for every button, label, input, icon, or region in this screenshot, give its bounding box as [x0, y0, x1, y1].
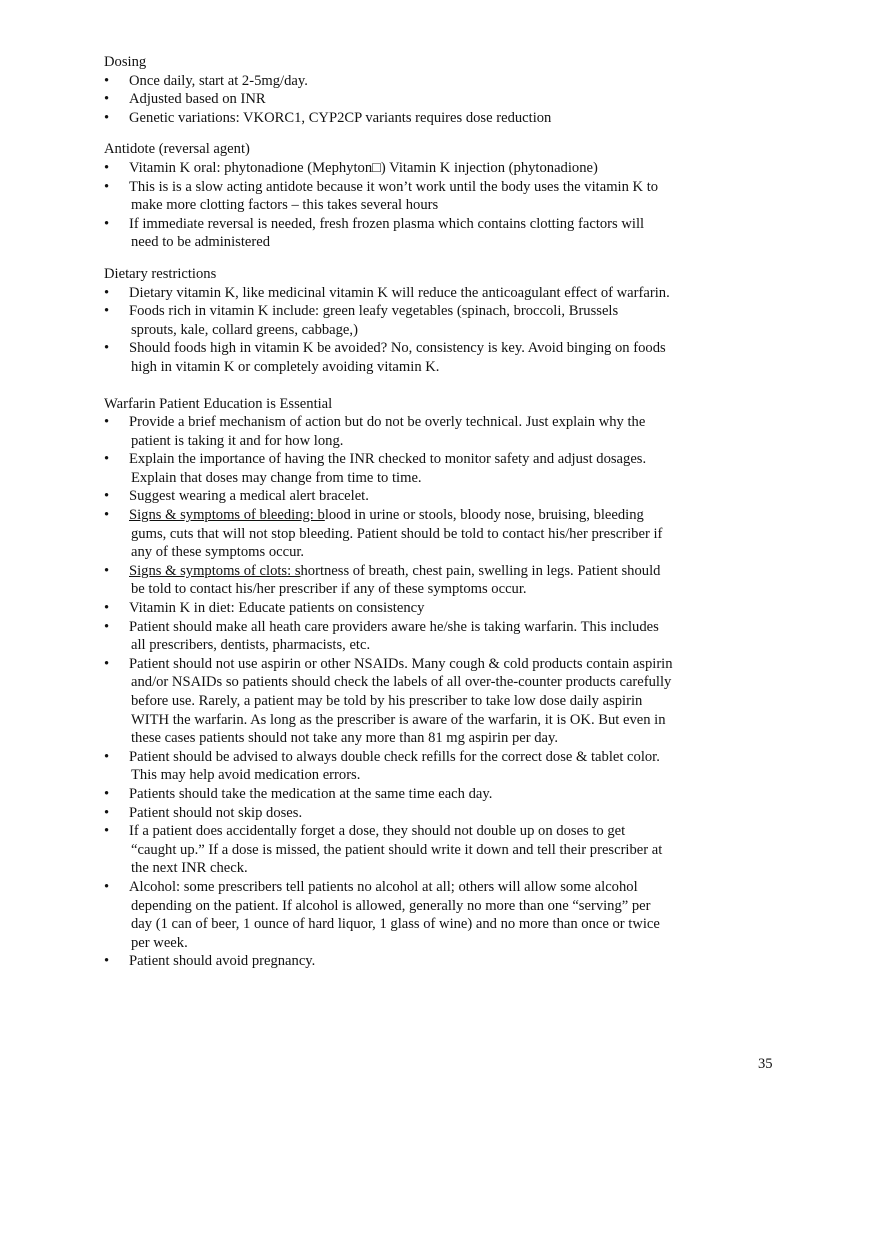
list-item	[104, 822, 744, 878]
list-item-text: Patient should be advised to always double check refills for the correct dose & tablet color.	[129, 748, 660, 765]
section-heading: Dietary restrictions	[104, 265, 217, 282]
list-item	[104, 90, 744, 109]
list-item	[104, 109, 744, 128]
list-item-text: Adjusted based on INR	[129, 91, 266, 108]
list-item-text: Patient should avoid pregnancy.	[129, 953, 316, 970]
section-education	[104, 395, 744, 971]
list-item-text: Should foods high in vitamin K be avoided? No, consistency is key. Avoid binging on foods	[129, 340, 666, 357]
list-item-text: Explain the importance of having the INR checked to monitor safety and adjust dosages.	[129, 451, 647, 468]
list-item-continuation: sprouts, kale, collard greens, cabbage,)	[131, 321, 358, 338]
list-item	[104, 450, 744, 487]
list-item-continuation: any of these symptoms occur.	[131, 544, 305, 561]
list-item	[104, 952, 744, 971]
list-item-text: Provide a brief mechanism of action but do not be overly technical. Just explain why the	[129, 414, 646, 431]
list-item-text: Alcohol: some prescribers tell patients no alcohol at all; others will allow some alcohol	[129, 878, 638, 895]
list-item-text: Dietary vitamin K, like medicinal vitamin K will reduce the anticoagulant effect of warfarin.	[129, 284, 670, 301]
page-number: 35	[758, 1056, 773, 1072]
list-item	[104, 413, 744, 450]
list-item	[104, 159, 744, 178]
list-item	[104, 785, 744, 804]
list-item-continuation: gums, cuts that will not stop bleeding. Patient should be told to contact his/her prescriber if	[131, 525, 663, 542]
list-item-text: Vitamin K oral: phytonadione (Mephyton□) Vitamin K injection (phytonadione)	[129, 159, 598, 176]
list-item	[104, 178, 744, 215]
list-item-text: This is is a slow acting antidote because it won’t work until the body uses the vitamin K to	[129, 178, 659, 195]
list-item-text: Patient should not use aspirin or other NSAIDs. Many cough & cold products contain aspirin	[129, 655, 673, 672]
bullet-list	[104, 284, 744, 377]
list-item-continuation: This may help avoid medication errors.	[131, 767, 361, 784]
underlined-label: Signs & symptoms of bleeding: b	[129, 507, 325, 524]
list-item-text: Vitamin K in diet: Educate patients on consistency	[129, 600, 425, 617]
list-item-text: If immediate reversal is needed, fresh frozen plasma which contains clotting factors will	[129, 215, 645, 232]
list-item-continuation: “caught up.” If a dose is missed, the patient should write it down and tell their prescriber at	[131, 841, 663, 858]
list-item-text: Patient should not skip doses.	[129, 804, 303, 821]
list-item-continuation: the next INR check.	[131, 860, 248, 877]
list-item-continuation: depending on the patient. If alcohol is allowed, generally no more than one “serving” per	[131, 897, 651, 914]
list-item-continuation: make more clotting factors – this takes several hours	[131, 197, 439, 214]
list-item-text: Foods rich in vitamin K include: green leafy vegetables (spinach, broccoli, Brussels	[129, 303, 619, 320]
list-item-text: Suggest wearing a medical alert bracelet.	[129, 488, 369, 505]
list-item-continuation: and/or NSAIDs so patients should check the labels of all over-the-counter products carefully	[131, 674, 672, 691]
list-item	[104, 878, 744, 952]
bullet-list	[104, 159, 744, 252]
list-item	[104, 655, 744, 748]
list-item-text: lood in urine or stools, bloody nose, bruising, bleeding	[324, 507, 644, 524]
list-item-continuation: patient is taking it and for how long.	[131, 432, 344, 449]
list-item	[104, 284, 744, 303]
list-item	[104, 302, 744, 339]
list-item-continuation: per week.	[131, 934, 188, 951]
list-item	[104, 618, 744, 655]
list-item-continuation: before use. Rarely, a patient may be told by his prescriber to take low dose daily aspirin	[131, 693, 643, 709]
list-item-continuation: high in vitamin K or completely avoiding vitamin K.	[131, 358, 440, 375]
list-item	[104, 506, 744, 562]
list-item-text: hortness of breath, chest pain, swelling in legs. Patient should	[300, 562, 661, 579]
list-item	[104, 72, 744, 91]
list-item-text: If a patient does accidentally forget a dose, they should not double up on doses to get	[129, 823, 626, 840]
list-item	[104, 562, 744, 599]
list-item-text: Patient should make all heath care providers aware he/she is taking warfarin. This includes	[129, 618, 659, 635]
page-content	[104, 53, 744, 984]
list-item-continuation: these cases patients should not take any more than 81 mg aspirin per day.	[131, 730, 559, 747]
list-item	[104, 215, 744, 252]
list-item-text: Once daily, start at 2-5mg/day.	[129, 72, 308, 89]
list-item-text: Genetic variations: VKORC1, CYP2CP variants requires dose reduction	[129, 109, 552, 126]
list-item-continuation: day (1 can of beer, 1 ounce of hard liquor, 1 glass of wine) and no more than once or twice	[131, 916, 660, 933]
list-item	[104, 487, 744, 506]
section-heading: Dosing	[104, 54, 147, 70]
section-dietary	[104, 265, 744, 377]
list-item-text: Patients should take the medication at the same time each day.	[129, 785, 493, 802]
underlined-label: Signs & symptoms of clots: s	[129, 562, 301, 579]
list-item-continuation: be told to contact his/her prescriber if any of these symptoms occur.	[131, 581, 527, 598]
bullet-list	[104, 72, 744, 128]
list-item	[104, 748, 744, 785]
bullet-list	[104, 413, 744, 971]
list-item	[104, 804, 744, 823]
list-item-continuation: all prescribers, dentists, pharmacists, etc.	[131, 637, 371, 654]
list-item	[104, 599, 744, 618]
list-item-continuation: need to be administered	[131, 234, 270, 251]
list-item	[104, 339, 744, 376]
section-heading: Antidote (reversal agent)	[104, 141, 250, 158]
section-antidote	[104, 140, 744, 252]
section-heading: Warfarin Patient Education is Essential	[104, 395, 333, 412]
list-item-continuation: WITH the warfarin. As long as the prescriber is aware of the warfarin, it is OK. But even in	[131, 711, 666, 728]
list-item-continuation: Explain that doses may change from time to time.	[131, 469, 422, 486]
section-dosing	[104, 53, 744, 127]
